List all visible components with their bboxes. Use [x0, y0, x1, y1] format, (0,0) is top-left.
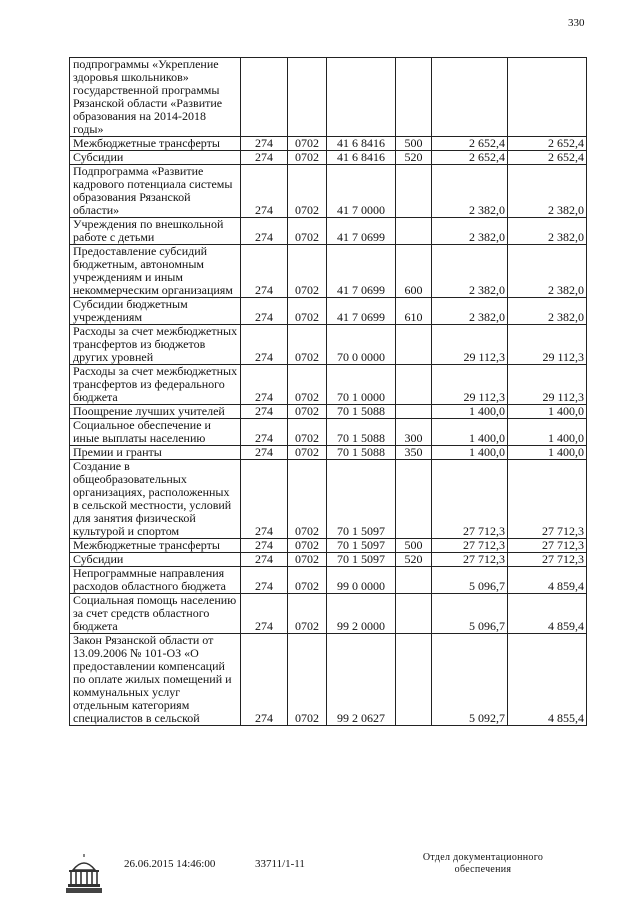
table-cell-amount-2: 1 400,0	[508, 419, 587, 446]
table-cell-amount-1: 1 400,0	[432, 446, 508, 460]
table-cell-razdel: 0702	[288, 245, 327, 298]
table-cell-amount-2: 29 112,3	[508, 365, 587, 405]
table-cell-name: Субсидии	[70, 553, 241, 567]
table-cell-amount-1: 27 712,3	[432, 553, 508, 567]
table-row	[70, 553, 587, 567]
table-cell-ved: 274	[241, 325, 288, 365]
table-cell-razdel: 0702	[288, 151, 327, 165]
table-cell-name: Поощрение лучших учителей	[70, 405, 241, 419]
table-cell-expense-type: 500	[396, 539, 432, 553]
table-cell-amount-2: 1 400,0	[508, 405, 587, 419]
table-cell-ved: 274	[241, 446, 288, 460]
table-cell-name: Премии и гранты	[70, 446, 241, 460]
table-cell-amount-2: 4 859,4	[508, 567, 587, 594]
table-cell-ved: 274	[241, 151, 288, 165]
table-cell-expense-type: 520	[396, 553, 432, 567]
table-cell-razdel: 0702	[288, 634, 327, 726]
table-cell-ved: 274	[241, 365, 288, 405]
table-row	[70, 446, 587, 460]
table-cell-razdel: 0702	[288, 365, 327, 405]
table-row	[70, 594, 587, 634]
table-row	[70, 460, 587, 539]
table-cell-expense-type	[396, 460, 432, 539]
table-cell-amount-1: 1 400,0	[432, 405, 508, 419]
table-cell-razdel: 0702	[288, 594, 327, 634]
table-cell-target: 41 6 8416	[327, 137, 396, 151]
table-cell-name: Учреждения по внешкольной работе с детьми	[70, 218, 241, 245]
table-cell-amount-1: 29 112,3	[432, 325, 508, 365]
document-id: 33711/1-11	[255, 858, 305, 870]
table-cell-expense-type: 520	[396, 151, 432, 165]
table-cell-ved	[241, 58, 288, 137]
table-cell-razdel: 0702	[288, 165, 327, 218]
table-cell-name: Закон Рязанской области от 13.09.2006 № 101-ОЗ «О предоставлении компенсаций по оплате жилых помещений и коммунальных услуг отдельным категориям специалистов в сельской	[70, 634, 241, 726]
table-cell-amount-1: 5 092,7	[432, 634, 508, 726]
table-cell-ved: 274	[241, 218, 288, 245]
table-cell-ved: 274	[241, 137, 288, 151]
table-cell-amount-2: 27 712,3	[508, 553, 587, 567]
table-cell-expense-type	[396, 567, 432, 594]
table-cell-amount-2: 27 712,3	[508, 460, 587, 539]
table-cell-expense-type: 350	[396, 446, 432, 460]
table-cell-name: Предоставление субсидий бюджетным, автономным учреждениям и иным некоммерческим организациям	[70, 245, 241, 298]
table-cell-ved: 274	[241, 419, 288, 446]
table-row	[70, 365, 587, 405]
table-cell-target: 70 1 5097	[327, 553, 396, 567]
table-cell-expense-type	[396, 405, 432, 419]
table-cell-amount-1: 5 096,7	[432, 567, 508, 594]
table-cell-target: 70 1 0000	[327, 365, 396, 405]
table-row	[70, 58, 587, 137]
table-cell-name: Расходы за счет межбюджетных трансфертов из бюджетов других уровней	[70, 325, 241, 365]
table-cell-razdel: 0702	[288, 567, 327, 594]
table-cell-amount-2: 29 112,3	[508, 325, 587, 365]
table-cell-amount-1: 29 112,3	[432, 365, 508, 405]
table-cell-target: 70 1 5088	[327, 405, 396, 419]
table-cell-razdel: 0702	[288, 325, 327, 365]
page-footer	[0, 850, 640, 900]
table-cell-expense-type: 500	[396, 137, 432, 151]
table-cell-expense-type: 600	[396, 245, 432, 298]
table-cell-razdel: 0702	[288, 539, 327, 553]
table-cell-name: Подпрограмма «Развитие кадрового потенциала системы образования Рязанской области»	[70, 165, 241, 218]
table-cell-expense-type	[396, 634, 432, 726]
table-row	[70, 137, 587, 151]
table-cell-target: 70 0 0000	[327, 325, 396, 365]
table-cell-name: Социальное обеспечение и иные выплаты населению	[70, 419, 241, 446]
table-cell-razdel: 0702	[288, 419, 327, 446]
page-number: 330	[568, 17, 585, 29]
table-cell-target: 41 7 0699	[327, 245, 396, 298]
table-row	[70, 567, 587, 594]
table-cell-name: Расходы за счет межбюджетных трансфертов из федерального бюджета	[70, 365, 241, 405]
table-cell-amount-2: 2 382,0	[508, 245, 587, 298]
table-cell-name: Межбюджетные трансферты	[70, 539, 241, 553]
table-row	[70, 325, 587, 365]
table-cell-target: 41 6 8416	[327, 151, 396, 165]
table-row	[70, 151, 587, 165]
table-cell-ved: 274	[241, 553, 288, 567]
table-row	[70, 419, 587, 446]
table-cell-amount-2: 2 382,0	[508, 298, 587, 325]
table-cell-amount-1: 2 382,0	[432, 218, 508, 245]
table-cell-ved: 274	[241, 405, 288, 419]
table-cell-amount-2: 4 855,4	[508, 634, 587, 726]
table-cell-name: подпрограммы «Укрепление здоровья школьников» государственной программы Рязанской области «Развитие образования на 2014-2018 годы»	[70, 58, 241, 137]
table-cell-ved: 274	[241, 567, 288, 594]
table-row	[70, 539, 587, 553]
table-cell-amount-2: 2 382,0	[508, 218, 587, 245]
timestamp: 26.06.2015 14:46:00	[124, 858, 216, 870]
table-cell-razdel: 0702	[288, 137, 327, 151]
table-cell-expense-type	[396, 594, 432, 634]
table-row	[70, 245, 587, 298]
table-cell-razdel: 0702	[288, 446, 327, 460]
duma-logo-icon	[62, 854, 106, 894]
table-cell-amount-1: 27 712,3	[432, 460, 508, 539]
table-cell-razdel: 0702	[288, 405, 327, 419]
table-cell-ved: 274	[241, 245, 288, 298]
table-cell-target: 99 0 0000	[327, 567, 396, 594]
table-cell-amount-1: 2 382,0	[432, 165, 508, 218]
table-cell-amount-2: 27 712,3	[508, 539, 587, 553]
table-cell-amount-1: 2 382,0	[432, 245, 508, 298]
table-cell-expense-type	[396, 165, 432, 218]
table-cell-razdel: 0702	[288, 553, 327, 567]
table-cell-razdel: 0702	[288, 460, 327, 539]
table-cell-ved: 274	[241, 594, 288, 634]
table-row	[70, 165, 587, 218]
table-cell-amount-2	[508, 58, 587, 137]
table-cell-amount-2: 1 400,0	[508, 446, 587, 460]
table-row	[70, 634, 587, 726]
table-cell-expense-type	[396, 325, 432, 365]
table-cell-razdel: 0702	[288, 298, 327, 325]
table-cell-ved: 274	[241, 165, 288, 218]
table-cell-name: Субсидии	[70, 151, 241, 165]
table-cell-ved: 274	[241, 298, 288, 325]
table-cell-amount-1: 2 382,0	[432, 298, 508, 325]
department-stamp: Отдел документационного обеспечения	[422, 852, 544, 875]
table-cell-amount-1: 2 652,4	[432, 151, 508, 165]
table-row	[70, 405, 587, 419]
table-cell-amount-2: 2 652,4	[508, 151, 587, 165]
table-cell-amount-1: 1 400,0	[432, 419, 508, 446]
table-cell-target: 70 1 5088	[327, 446, 396, 460]
table-cell-target: 70 1 5097	[327, 460, 396, 539]
table-cell-expense-type: 300	[396, 419, 432, 446]
table-cell-ved: 274	[241, 460, 288, 539]
table-cell-target: 41 7 0699	[327, 218, 396, 245]
table-cell-name: Социальная помощь населению за счет средств областного бюджета	[70, 594, 241, 634]
table-cell-target	[327, 58, 396, 137]
table-cell-target: 70 1 5088	[327, 419, 396, 446]
table-cell-target: 99 2 0627	[327, 634, 396, 726]
table-cell-target: 41 7 0699	[327, 298, 396, 325]
table-cell-expense-type	[396, 58, 432, 137]
table-cell-amount-1: 2 652,4	[432, 137, 508, 151]
table-row	[70, 298, 587, 325]
table-cell-ved: 274	[241, 539, 288, 553]
table-cell-amount-2: 2 652,4	[508, 137, 587, 151]
table-cell-target: 41 7 0000	[327, 165, 396, 218]
budget-table	[69, 57, 587, 726]
table-cell-name: Межбюджетные трансферты	[70, 137, 241, 151]
table-cell-target: 70 1 5097	[327, 539, 396, 553]
table-cell-razdel	[288, 58, 327, 137]
table-cell-amount-2: 4 859,4	[508, 594, 587, 634]
table-cell-amount-1: 27 712,3	[432, 539, 508, 553]
table-cell-name: Субсидии бюджетным учреждениям	[70, 298, 241, 325]
table-cell-amount-1	[432, 58, 508, 137]
table-cell-amount-2: 2 382,0	[508, 165, 587, 218]
table-cell-name: Непрограммные направления расходов областного бюджета	[70, 567, 241, 594]
table-cell-amount-1: 5 096,7	[432, 594, 508, 634]
table-cell-target: 99 2 0000	[327, 594, 396, 634]
table-cell-expense-type	[396, 218, 432, 245]
table-cell-name: Создание в общеобразовательных организациях, расположенных в сельской местности, условий для занятия физической культурой и спортом	[70, 460, 241, 539]
table-cell-expense-type: 610	[396, 298, 432, 325]
table-cell-razdel: 0702	[288, 218, 327, 245]
table-cell-expense-type	[396, 365, 432, 405]
table-cell-ved: 274	[241, 634, 288, 726]
table-row	[70, 218, 587, 245]
